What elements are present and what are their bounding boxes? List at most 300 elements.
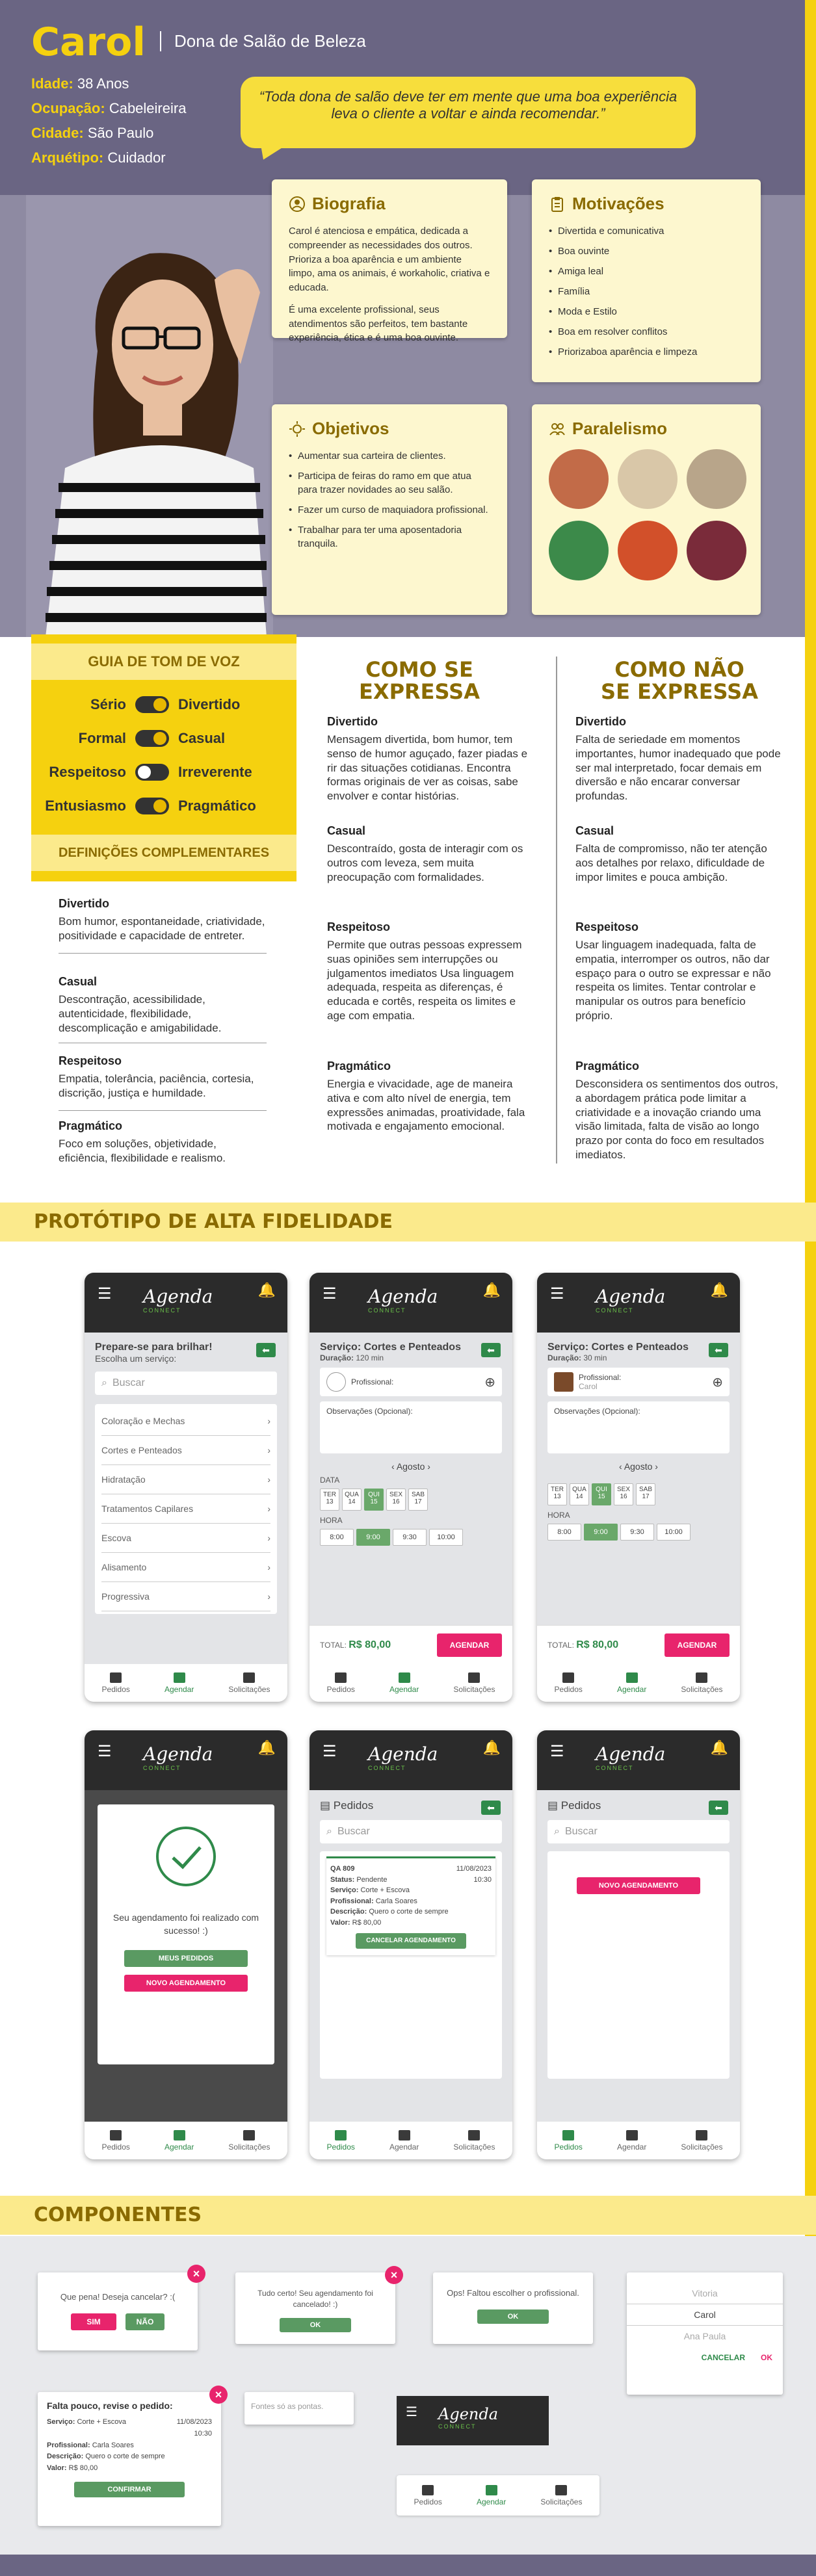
- fact-archetype: Arquétipo: Cuidador: [31, 150, 166, 166]
- date-chip[interactable]: [364, 1489, 384, 1511]
- how-express-title: COMO SE EXPRESSA: [359, 657, 480, 704]
- duration-text: Duração: 30 min: [547, 1353, 607, 1362]
- nav-label: Solicitações: [228, 2142, 270, 2152]
- definition-block: [59, 1054, 267, 1100]
- how-not-item: [575, 824, 783, 884]
- chevron-right-icon: ›: [267, 1445, 270, 1455]
- nav-label: Agendar: [389, 1684, 419, 1694]
- nav-item[interactable]: [477, 2485, 506, 2506]
- date-chip[interactable]: [570, 1483, 589, 1505]
- nav-item[interactable]: [453, 1672, 495, 1694]
- components-title: COMPONENTES: [34, 2204, 202, 2226]
- bottom-nav: [85, 2122, 287, 2159]
- nav-item[interactable]: [617, 2130, 646, 2152]
- screen-heading: ▤ Pedidos: [547, 1799, 601, 1812]
- card-title: Biografia: [312, 194, 386, 213]
- yes-button[interactable]: SIM: [71, 2313, 116, 2330]
- date-number: 16: [620, 1493, 627, 1500]
- date-chip[interactable]: [636, 1483, 655, 1505]
- orders-icon: [110, 1672, 122, 1683]
- avatar-actress-2: [618, 449, 678, 509]
- professional-field[interactable]: Profissional: ⊕: [320, 1368, 502, 1396]
- group-icon: [549, 421, 566, 437]
- tone-left-label: Entusiasmo: [45, 798, 126, 814]
- app-logo: Agenda CONNECT: [143, 1743, 213, 1771]
- time-chip[interactable]: 9:30: [393, 1529, 427, 1546]
- chevron-right-icon: ›: [267, 1591, 270, 1602]
- ok-button[interactable]: OK: [280, 2318, 351, 2332]
- menu-icon[interactable]: ☰: [550, 1285, 564, 1303]
- ok-button[interactable]: OK: [761, 2353, 772, 2362]
- dialog-text: Que pena! Deseja cancelar? :(: [60, 2292, 176, 2302]
- goal-item: • Fazer um curso de maquiadora profissional.: [289, 503, 490, 517]
- check-circle-icon: [153, 1824, 218, 1889]
- app-logo: Agenda CONNECT: [438, 2405, 499, 2430]
- hour-label: HORA: [547, 1511, 570, 1520]
- date-number: 14: [575, 1493, 583, 1500]
- goal-item: • Aumentar sua carteira de clientes.: [289, 449, 490, 463]
- screen-heading: Prepare-se para brilhar!: [95, 1342, 213, 1353]
- orders-icon: [422, 2485, 434, 2495]
- close-icon[interactable]: ×: [209, 2386, 228, 2404]
- nav-label: Solicitações: [453, 2142, 495, 2152]
- cancelled-dialog: [235, 2269, 398, 2344]
- definition-heading: Respeitoso: [59, 1054, 122, 1067]
- total-bar: TOTAL: R$ 80,00 AGENDAR: [537, 1625, 740, 1664]
- app-header: [309, 1273, 512, 1333]
- tone-toggle[interactable]: [135, 764, 169, 781]
- new-booking-button[interactable]: NOVO AGENDAMENTO: [577, 1877, 700, 1894]
- confirm-button[interactable]: CONFIRMAR: [74, 2482, 185, 2497]
- fact-city: Cidade: São Paulo: [31, 125, 154, 141]
- date-day: SAB: [638, 1486, 652, 1493]
- date-chip[interactable]: [614, 1483, 633, 1505]
- item-text: Falta de compromisso, não ter atenção aos detalhes por relaxo, dificuldade de impor limites e pouca ambição.: [575, 842, 767, 883]
- bottom-nav: [537, 1664, 740, 1702]
- phone-screen-success: [85, 1730, 287, 2159]
- nav-label: Agendar: [164, 2142, 194, 2152]
- back-button[interactable]: ⬅: [256, 1343, 276, 1357]
- bell-icon[interactable]: 🔔: [710, 1739, 728, 1756]
- bell-icon[interactable]: 🔔: [257, 1739, 276, 1756]
- toast-note: Fontes só as pontas.: [244, 2392, 354, 2425]
- month-selector[interactable]: ‹ Agosto ›: [619, 1461, 658, 1472]
- complementary-definitions-title: DEFINIÇÕES COMPLEMENTARES: [31, 835, 296, 871]
- nav-label: Agendar: [616, 2142, 647, 2152]
- service-list-item[interactable]: [101, 1524, 270, 1553]
- success-dialog: [98, 1804, 274, 2064]
- chevron-right-icon: ›: [267, 1416, 270, 1426]
- time-chip[interactable]: 8:00: [547, 1524, 581, 1541]
- service-label: Tratamentos Capilares: [101, 1503, 194, 1514]
- app-logo: Agenda CONNECT: [143, 1286, 213, 1314]
- screen-heading: ▤ Pedidos: [320, 1799, 374, 1812]
- nav-item[interactable]: [327, 2130, 355, 2152]
- date-day: TER: [323, 1491, 336, 1498]
- tone-toggle-row: [31, 793, 296, 819]
- service-list-item[interactable]: [101, 1494, 270, 1524]
- screen-heading: Serviço: Cortes e Penteados: [547, 1342, 689, 1353]
- definition-text: Descontração, acessibilidade, autenticidade, flexibilidade, descomplicação e amigabilidade.: [59, 993, 222, 1035]
- avatar-actress-1: [549, 449, 609, 509]
- item-text: Usar linguagem inadequada, falta de empatia, interromper os outros, não dar espaço para o outro se expressar e não respeita os limites. Tentar controlar e manipular os outros para benefício próprio.: [575, 939, 771, 1022]
- close-icon[interactable]: ×: [187, 2265, 205, 2283]
- avatar-character-disgust: [549, 521, 609, 580]
- date-number: 15: [598, 1493, 605, 1500]
- menu-icon[interactable]: ☰: [98, 1285, 112, 1303]
- app-header: [85, 1730, 287, 1790]
- chat-icon: [468, 1672, 480, 1683]
- motivation-item: • Divertida e comunicativa: [549, 224, 744, 238]
- definition-heading: Divertido: [59, 897, 110, 910]
- tone-toggle[interactable]: [135, 696, 169, 713]
- picker-option[interactable]: Vitoria: [692, 2288, 718, 2298]
- success-message: Seu agendamento foi realizado com sucesso! :): [112, 1912, 259, 1936]
- time-chip[interactable]: 9:30: [620, 1524, 654, 1541]
- chevron-right-icon: ›: [267, 1562, 270, 1572]
- cancel-button[interactable]: CANCELAR: [701, 2353, 745, 2362]
- definition-divider: [59, 1110, 267, 1111]
- nav-item[interactable]: [165, 2130, 194, 2152]
- tone-toggle-row: [31, 725, 296, 751]
- orders-icon: [110, 2130, 122, 2140]
- service-label: Alisamento: [101, 1562, 147, 1572]
- app-header: [85, 1273, 287, 1333]
- back-button[interactable]: ⬅: [481, 1343, 501, 1357]
- screen-heading: Serviço: Cortes e Penteados: [320, 1342, 461, 1353]
- definition-divider: [59, 953, 267, 954]
- motivation-item: • Amiga leal: [549, 265, 744, 278]
- definition-heading: Pragmático: [59, 1119, 123, 1132]
- date-day: QUI: [368, 1491, 380, 1498]
- bell-icon[interactable]: 🔔: [710, 1282, 728, 1298]
- nav-item[interactable]: [555, 1672, 583, 1694]
- item-heading: Divertido: [327, 715, 378, 728]
- bottom-nav: [85, 1664, 287, 1702]
- notes-field[interactable]: Observações (Opcional):: [547, 1401, 730, 1453]
- nav-item[interactable]: [327, 1672, 355, 1694]
- menu-icon[interactable]: ☰: [406, 2405, 417, 2419]
- calendar-icon: [626, 2130, 638, 2140]
- item-text: Desconsidera os sentimentos dos outros, a abordagem prática pode limitar a criatividade e a inovação criando uma visão limitada, falta de visão ao longo prazo por conta do foco em resultados imediatos.: [575, 1078, 778, 1161]
- nav-item[interactable]: [681, 1672, 722, 1694]
- chat-icon: [696, 1672, 707, 1683]
- nav-item[interactable]: [555, 2130, 583, 2152]
- how-express-item: [327, 1060, 535, 1134]
- toggle-knob: [153, 698, 166, 711]
- duration-text: Duração: 120 min: [320, 1353, 384, 1362]
- nav-label: Agendar: [389, 2142, 419, 2152]
- service-list-item[interactable]: [101, 1582, 270, 1611]
- total-value: R$ 80,00: [576, 1639, 619, 1650]
- orders-icon: [562, 2130, 574, 2140]
- tone-toggle-row: [31, 692, 296, 718]
- picker-option[interactable]: Carol: [627, 2304, 783, 2326]
- add-icon[interactable]: ⊕: [484, 1375, 495, 1390]
- service-list: [95, 1404, 277, 1614]
- menu-icon[interactable]: ☰: [322, 1743, 337, 1760]
- date-day: SEX: [389, 1491, 402, 1498]
- item-heading: Respeitoso: [575, 920, 639, 933]
- back-button[interactable]: ⬅: [481, 1801, 501, 1815]
- chevron-right-icon: ›: [267, 1474, 270, 1485]
- nav-label: Pedidos: [326, 2142, 355, 2152]
- chat-icon: [243, 1672, 255, 1683]
- app-header: [537, 1730, 740, 1790]
- time-chips: [547, 1524, 730, 1541]
- phone-screen-orders: [309, 1730, 512, 2159]
- professional-field[interactable]: Profissional: Carol ⊕: [547, 1368, 730, 1396]
- nav-item[interactable]: [228, 2130, 270, 2152]
- nav-label: Solicitações: [540, 2497, 583, 2506]
- service-list-item[interactable]: [101, 1465, 270, 1494]
- calendar-icon: [399, 2130, 410, 2140]
- tone-right-label: Irreverente: [178, 764, 252, 780]
- goals-list: [289, 449, 490, 551]
- calendar-icon: [486, 2485, 497, 2495]
- no-button[interactable]: NÃO: [125, 2313, 165, 2330]
- date-number: 17: [642, 1493, 650, 1500]
- app-logo: Agenda CONNECT: [596, 1286, 666, 1314]
- ok-button[interactable]: OK: [477, 2309, 549, 2324]
- date-label: DATA: [320, 1476, 340, 1485]
- persona-name: Carol: [31, 20, 146, 65]
- time-chip[interactable]: 8:00: [320, 1529, 354, 1546]
- date-chip[interactable]: [547, 1483, 567, 1505]
- app-logo: Agenda CONNECT: [368, 1743, 438, 1771]
- definition-text: Empatia, tolerância, paciência, cortesia, discrição, justiça e humildade.: [59, 1073, 254, 1100]
- nav-label: Pedidos: [326, 1684, 355, 1694]
- app-header: [309, 1730, 512, 1790]
- dialog-title: Falta pouco, revise o pedido:: [47, 2400, 173, 2411]
- my-orders-button[interactable]: MEUS PEDIDOS: [124, 1950, 248, 1967]
- dialog-text: Tudo certo! Seu agendamento foi cancelado! :): [257, 2289, 373, 2309]
- tone-toggle[interactable]: [135, 798, 169, 814]
- bell-icon[interactable]: 🔔: [257, 1282, 276, 1298]
- motivation-item: • Moda e Estilo: [549, 305, 744, 319]
- nav-label: Pedidos: [101, 2142, 130, 2152]
- item-heading: Pragmático: [327, 1060, 391, 1073]
- nav-item[interactable]: [414, 2485, 442, 2506]
- chat-icon: [696, 2130, 707, 2140]
- tone-right-label: Divertido: [178, 696, 241, 712]
- fact-age: Idade: 38 Anos: [31, 75, 129, 92]
- add-icon[interactable]: ⊕: [712, 1375, 723, 1390]
- calendar-icon: [626, 1672, 638, 1683]
- date-number: 16: [392, 1498, 400, 1505]
- how-not-express-title: COMO NÃO SE EXPRESSA: [601, 657, 758, 704]
- search-icon: ⌕: [554, 1826, 560, 1837]
- item-text: Falta de seriedade em momentos importantes, humor inadequado que pode ser mal interpretado, focar demais em diversão e não encarar conversar profundas.: [575, 733, 781, 802]
- definition-block: [59, 975, 267, 1035]
- nav-item[interactable]: [389, 1672, 419, 1694]
- how-express-item: [327, 920, 535, 1023]
- total-bar: TOTAL: R$ 80,00 AGENDAR: [309, 1625, 512, 1664]
- menu-icon[interactable]: ☰: [550, 1743, 564, 1760]
- picker-option[interactable]: Ana Paula: [683, 2331, 726, 2341]
- search-icon: ⌕: [101, 1377, 107, 1388]
- back-button[interactable]: ⬅: [709, 1801, 728, 1815]
- item-text: Descontraído, gosta de interagir com os outros com leveza, sem muita preocupação com formalidades.: [327, 842, 523, 883]
- chat-icon: [243, 2130, 255, 2140]
- calendar-icon: [174, 2130, 185, 2140]
- date-chip[interactable]: [408, 1489, 428, 1511]
- avatar-placeholder-icon: [326, 1372, 346, 1392]
- motivation-item: • Boa ouvinte: [549, 244, 744, 258]
- service-label: Hidratação: [101, 1474, 146, 1485]
- month-selector[interactable]: ‹ Agosto ›: [391, 1461, 430, 1472]
- toggle-knob: [153, 732, 166, 745]
- persona-role: Dona de Salão de Beleza: [160, 31, 366, 51]
- time-chip[interactable]: 9:00: [584, 1524, 618, 1541]
- nav-item[interactable]: [102, 2130, 130, 2152]
- order-card[interactable]: QA 809 11/08/2023 Status: Pendente 10:30 Serviço: Corte + Escova Profissional: Carla Soares Descrição: Quero o corte de sempre Valor: R$ 80,00 CANCELAR AGENDAMENTO: [326, 1856, 495, 1955]
- missing-professional-dialog: [433, 2272, 593, 2344]
- date-chip[interactable]: [320, 1489, 339, 1511]
- bell-icon[interactable]: 🔔: [482, 1282, 501, 1298]
- nav-item[interactable]: [102, 1672, 130, 1694]
- nav-label: Pedidos: [554, 2142, 583, 2152]
- card-title: Objetivos: [312, 419, 389, 438]
- column-divider: [556, 657, 557, 1164]
- nav-item[interactable]: [617, 1672, 646, 1694]
- menu-icon[interactable]: ☰: [98, 1743, 112, 1760]
- time-chip[interactable]: 9:00: [356, 1529, 390, 1546]
- date-day: QUA: [345, 1491, 359, 1498]
- cancel-booking-button[interactable]: CANCELAR AGENDAMENTO: [356, 1933, 466, 1949]
- orders-icon: [335, 1672, 347, 1683]
- nav-item[interactable]: [389, 2130, 419, 2152]
- bell-icon[interactable]: 🔔: [482, 1739, 501, 1756]
- total-value: R$ 80,00: [349, 1639, 391, 1650]
- voice-guide-title: GUIA DE TOM DE VOZ: [31, 644, 296, 680]
- goal-item: • Participa de feiras do ramo em que atua para trazer novidades ao seu salão.: [289, 469, 490, 497]
- tone-left-label: Respeitoso: [49, 764, 126, 780]
- search-input[interactable]: ⌕ Buscar: [320, 1820, 502, 1843]
- definition-block: [59, 1119, 267, 1165]
- nav-label: Agendar: [616, 1684, 647, 1694]
- sun-icon: [289, 421, 306, 437]
- motivation-item: • Priorizaboa aparência e limpeza: [549, 345, 744, 359]
- tone-toggle-row: [31, 759, 296, 785]
- orders-icon: [335, 2130, 347, 2140]
- menu-icon[interactable]: ☰: [322, 1285, 337, 1303]
- app-logo: Agenda CONNECT: [596, 1743, 666, 1771]
- date-number: 13: [326, 1498, 334, 1505]
- nav-item[interactable]: [165, 1672, 194, 1694]
- item-heading: Respeitoso: [327, 920, 391, 933]
- date-chip[interactable]: [386, 1489, 406, 1511]
- nav-label: Pedidos: [101, 1684, 130, 1694]
- order-list-empty: [547, 1851, 730, 2079]
- professional-avatar: [554, 1372, 573, 1392]
- clipboard-icon: [549, 196, 566, 213]
- app-logo: Agenda CONNECT: [368, 1286, 438, 1314]
- search-input[interactable]: ⌕ Buscar: [547, 1820, 730, 1843]
- chevron-right-icon: ›: [267, 1533, 270, 1543]
- date-chips: [547, 1483, 730, 1505]
- chevron-right-icon: ›: [267, 1503, 270, 1514]
- avatar-actress-3: [687, 449, 746, 509]
- nav-label: Solicitações: [681, 2142, 723, 2152]
- back-button[interactable]: ⬅: [709, 1343, 728, 1357]
- service-label: Coloração e Mechas: [101, 1416, 185, 1426]
- time-chip[interactable]: 10:00: [657, 1524, 691, 1541]
- item-text: Energia e vivacidade, age de maneira ativa e com alto nível de energia, tem expressões animadas, proatividade, fala motivada e engajamento emocional.: [327, 1078, 525, 1133]
- search-icon: ⌕: [326, 1826, 332, 1837]
- phone-screen-schedule: [309, 1273, 512, 1702]
- tone-toggle[interactable]: [135, 730, 169, 747]
- search-input[interactable]: ⌕ Buscar: [95, 1372, 277, 1395]
- dialog-text: Ops! Faltou escolher o profissional.: [447, 2288, 579, 2298]
- date-number: 17: [414, 1498, 422, 1505]
- chat-icon: [468, 2130, 480, 2140]
- service-list-item[interactable]: [101, 1436, 270, 1465]
- service-label: Cortes e Penteados: [101, 1445, 182, 1455]
- cancel-confirm-dialog: [38, 2267, 200, 2350]
- date-chips: [320, 1489, 502, 1511]
- nav-label: Agendar: [164, 1684, 194, 1694]
- service-label: Progressiva: [101, 1591, 150, 1602]
- review-time: 10:30: [194, 2429, 212, 2438]
- picker-items: [627, 2272, 783, 2347]
- toggle-knob: [153, 800, 166, 813]
- date-number: 15: [370, 1498, 378, 1505]
- card-parallelism: [532, 404, 761, 615]
- nav-label: Pedidos: [414, 2497, 442, 2506]
- card-motivations: [532, 179, 761, 382]
- toggle-knob: [138, 766, 151, 779]
- tone-left-label: Formal: [78, 730, 126, 746]
- avatar-character-incredible: [618, 521, 678, 580]
- how-express-item: [327, 715, 535, 803]
- orders-icon: ▤: [547, 1799, 559, 1812]
- service-list-item[interactable]: [101, 1407, 270, 1436]
- date-chip[interactable]: [342, 1489, 362, 1511]
- nav-label: Solicitações: [228, 1684, 270, 1694]
- close-icon[interactable]: ×: [385, 2266, 403, 2284]
- definition-text: Foco em soluções, objetividade, eficiência, flexibilidade e realismo.: [59, 1138, 226, 1165]
- service-list-item[interactable]: [101, 1553, 270, 1582]
- schedule-button[interactable]: AGENDAR: [665, 1633, 730, 1657]
- nav-item[interactable]: [228, 1672, 270, 1694]
- item-heading: Casual: [575, 824, 614, 837]
- date-chip[interactable]: [592, 1483, 611, 1505]
- item-text: Permite que outras pessoas expressem suas opiniões sem interrupções ou julgamentos imediatos Usa linguagem adequada, respeita as diferenças, é educada e cortês, respeita os limites e age com empatia.: [327, 939, 522, 1022]
- schedule-button[interactable]: AGENDAR: [437, 1633, 502, 1657]
- nav-item[interactable]: [540, 2485, 582, 2506]
- accent-side-bar: [805, 0, 816, 2576]
- hour-label: HORA: [320, 1516, 343, 1525]
- nav-label: Agendar: [476, 2497, 507, 2506]
- item-heading: Divertido: [575, 715, 627, 728]
- professional-picker: [627, 2272, 783, 2395]
- card-title: Paralelismo: [572, 419, 667, 438]
- screen-subheading: Escolha um serviço:: [95, 1353, 177, 1364]
- nav-item[interactable]: [453, 2130, 495, 2152]
- fact-occupation: Ocupação: Cabeleireira: [31, 100, 187, 116]
- date-day: SAB: [411, 1491, 425, 1498]
- new-booking-button[interactable]: NOVO AGENDAMENTO: [124, 1975, 248, 1992]
- footer-bar: [0, 2555, 816, 2576]
- nav-item[interactable]: [681, 2130, 722, 2152]
- card-title: Motivações: [572, 194, 665, 213]
- calendar-icon: [174, 1672, 185, 1683]
- date-day: QUA: [572, 1486, 586, 1493]
- time-chip[interactable]: 10:00: [429, 1529, 463, 1546]
- notes-field[interactable]: Observações (Opcional):: [320, 1401, 502, 1453]
- motivations-list: [549, 224, 744, 359]
